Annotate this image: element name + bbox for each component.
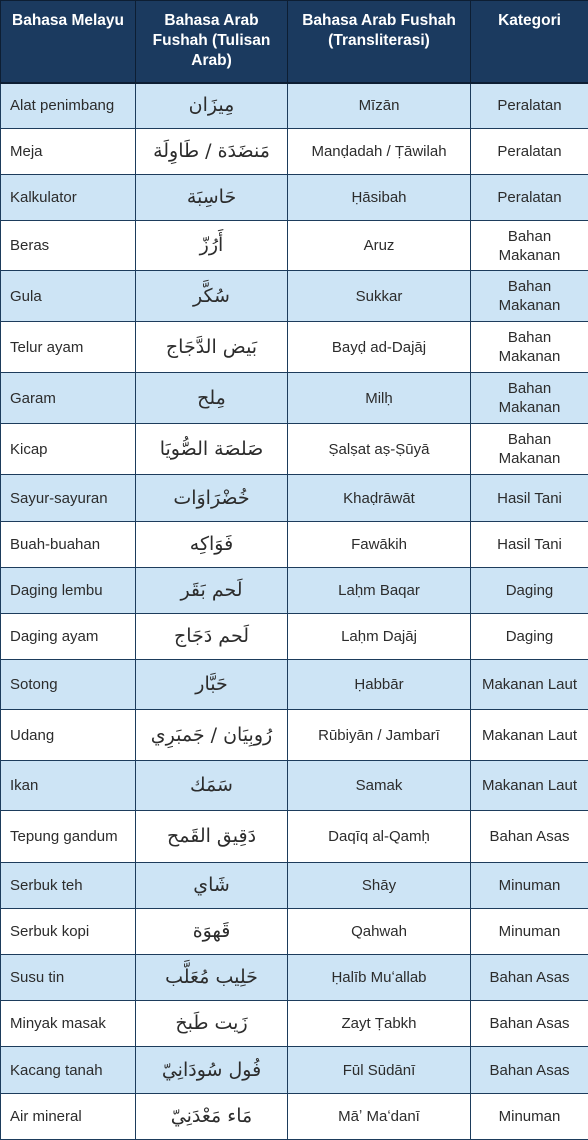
cell-transliteration: Daqīq al-Qamḥ <box>288 811 471 863</box>
cell-arabic: قَهوَة <box>136 909 288 955</box>
cell-category: Bahan Asas <box>471 811 588 863</box>
cell-category: Bahan Makanan <box>471 322 588 373</box>
cell-transliteration: Qahwah <box>288 909 471 955</box>
cell-transliteration: Zayt Ṭabkh <box>288 1001 471 1047</box>
cell-malay: Air mineral <box>1 1094 136 1140</box>
header-malay: Bahasa Melayu <box>1 1 136 83</box>
cell-category: Makanan Laut <box>471 710 588 761</box>
header-row <box>1 1 588 83</box>
cell-category: Bahan Makanan <box>471 271 588 322</box>
cell-category: Bahan Asas <box>471 1001 588 1047</box>
cell-arabic: لَحم بَقَر <box>136 568 288 614</box>
header-arabic-script: Bahasa Arab Fushah (Tulisan Arab) <box>136 1 288 83</box>
table-body <box>1 83 588 1140</box>
cell-transliteration: Māʼ Maʻdanī <box>288 1094 471 1140</box>
cell-category: Makanan Laut <box>471 761 588 811</box>
cell-malay: Kalkulator <box>1 175 136 221</box>
cell-arabic: فَوَاكِه <box>136 522 288 568</box>
cell-malay: Telur ayam <box>1 322 136 373</box>
cell-arabic: حَلِيب مُعَلَّب <box>136 955 288 1001</box>
cell-malay: Sayur-sayuran <box>1 475 136 522</box>
cell-arabic: رُوبِيَان / جَمبَرِي <box>136 710 288 761</box>
cell-category: Minuman <box>471 909 588 955</box>
table-row <box>1 710 588 761</box>
cell-transliteration: Rūbiyān / Jambarī <box>288 710 471 761</box>
cell-malay: Susu tin <box>1 955 136 1001</box>
cell-transliteration: Khaḍrāwāt <box>288 475 471 522</box>
cell-category: Bahan Makanan <box>471 373 588 424</box>
table-row <box>1 175 588 221</box>
cell-arabic: مِيزَان <box>136 83 288 129</box>
cell-malay: Serbuk teh <box>1 863 136 909</box>
cell-transliteration: Laḥm Dajāj <box>288 614 471 660</box>
cell-arabic: حَاسِبَة <box>136 175 288 221</box>
cell-transliteration: Milḥ <box>288 373 471 424</box>
cell-arabic: أَرُزّ <box>136 221 288 271</box>
cell-transliteration: Ḥāsibah <box>288 175 471 221</box>
table-row <box>1 424 588 475</box>
table-row <box>1 761 588 811</box>
cell-category: Hasil Tani <box>471 522 588 568</box>
table-row <box>1 568 588 614</box>
cell-transliteration: Ḥabbār <box>288 660 471 710</box>
cell-malay: Sotong <box>1 660 136 710</box>
cell-arabic: مَاء مَعْدَنِيّ <box>136 1094 288 1140</box>
cell-category: Hasil Tani <box>471 475 588 522</box>
cell-malay: Tepung gandum <box>1 811 136 863</box>
cell-arabic: فُول سُودَانِيّ <box>136 1047 288 1094</box>
table-row <box>1 475 588 522</box>
table-row <box>1 1001 588 1047</box>
table-row <box>1 221 588 271</box>
cell-transliteration: Sukkar <box>288 271 471 322</box>
cell-transliteration: Manḍadah / Ṭāwilah <box>288 129 471 175</box>
cell-malay: Gula <box>1 271 136 322</box>
table-row <box>1 271 588 322</box>
cell-arabic: سُكَّر <box>136 271 288 322</box>
table-row <box>1 614 588 660</box>
cell-malay: Daging ayam <box>1 614 136 660</box>
cell-malay: Kicap <box>1 424 136 475</box>
table-row <box>1 83 588 129</box>
table-row <box>1 522 588 568</box>
cell-category: Bahan Asas <box>471 955 588 1001</box>
cell-arabic: دَقِيق القَمح <box>136 811 288 863</box>
cell-transliteration: Aruz <box>288 221 471 271</box>
cell-malay: Garam <box>1 373 136 424</box>
cell-transliteration: Ḥalīb Muʻallab <box>288 955 471 1001</box>
cell-category: Minuman <box>471 1094 588 1140</box>
cell-category: Bahan Makanan <box>471 221 588 271</box>
cell-transliteration: Ṣalṣat aṣ-Ṣūyā <box>288 424 471 475</box>
cell-malay: Alat penimbang <box>1 83 136 129</box>
cell-transliteration: Fawākih <box>288 522 471 568</box>
cell-transliteration: Fūl Sūdānī <box>288 1047 471 1094</box>
cell-category: Bahan Makanan <box>471 424 588 475</box>
cell-arabic: لَحم دَجَاج <box>136 614 288 660</box>
cell-arabic: شَاي <box>136 863 288 909</box>
cell-category: Peralatan <box>471 129 588 175</box>
table-row <box>1 373 588 424</box>
cell-malay: Buah-buahan <box>1 522 136 568</box>
cell-category: Bahan Asas <box>471 1047 588 1094</box>
cell-transliteration: Samak <box>288 761 471 811</box>
cell-malay: Ikan <box>1 761 136 811</box>
table-row <box>1 322 588 373</box>
table-row <box>1 1047 588 1094</box>
cell-category: Peralatan <box>471 83 588 129</box>
cell-malay: Serbuk kopi <box>1 909 136 955</box>
cell-transliteration: Laḥm Baqar <box>288 568 471 614</box>
cell-arabic: زَيت طَبخ <box>136 1001 288 1047</box>
table-row <box>1 811 588 863</box>
table-row <box>1 955 588 1001</box>
cell-malay: Minyak masak <box>1 1001 136 1047</box>
table-row <box>1 909 588 955</box>
cell-malay: Beras <box>1 221 136 271</box>
header-transliteration: Bahasa Arab Fushah (Transliterasi) <box>288 1 471 83</box>
table-row <box>1 129 588 175</box>
cell-arabic: حَبَّار <box>136 660 288 710</box>
cell-arabic: صَلصَة الصُّويَا <box>136 424 288 475</box>
cell-transliteration: Shāy <box>288 863 471 909</box>
cell-malay: Meja <box>1 129 136 175</box>
cell-arabic: خُضْرَاوَات <box>136 475 288 522</box>
cell-arabic: مِلح <box>136 373 288 424</box>
cell-malay: Kacang tanah <box>1 1047 136 1094</box>
cell-category: Minuman <box>471 863 588 909</box>
cell-transliteration: Bayḍ ad-Dajāj <box>288 322 471 373</box>
header-category: Kategori <box>471 1 588 83</box>
table-row <box>1 660 588 710</box>
cell-category: Daging <box>471 568 588 614</box>
cell-category: Makanan Laut <box>471 660 588 710</box>
cell-category: Daging <box>471 614 588 660</box>
cell-arabic: مَنضَدَة / طَاوِلَة <box>136 129 288 175</box>
cell-arabic: سَمَك <box>136 761 288 811</box>
table-row <box>1 863 588 909</box>
cell-arabic: بَيض الدَّجَاج <box>136 322 288 373</box>
cell-malay: Daging lembu <box>1 568 136 614</box>
cell-transliteration: Mīzān <box>288 83 471 129</box>
table-row <box>1 1094 588 1140</box>
cell-malay: Udang <box>1 710 136 761</box>
cell-category: Peralatan <box>471 175 588 221</box>
